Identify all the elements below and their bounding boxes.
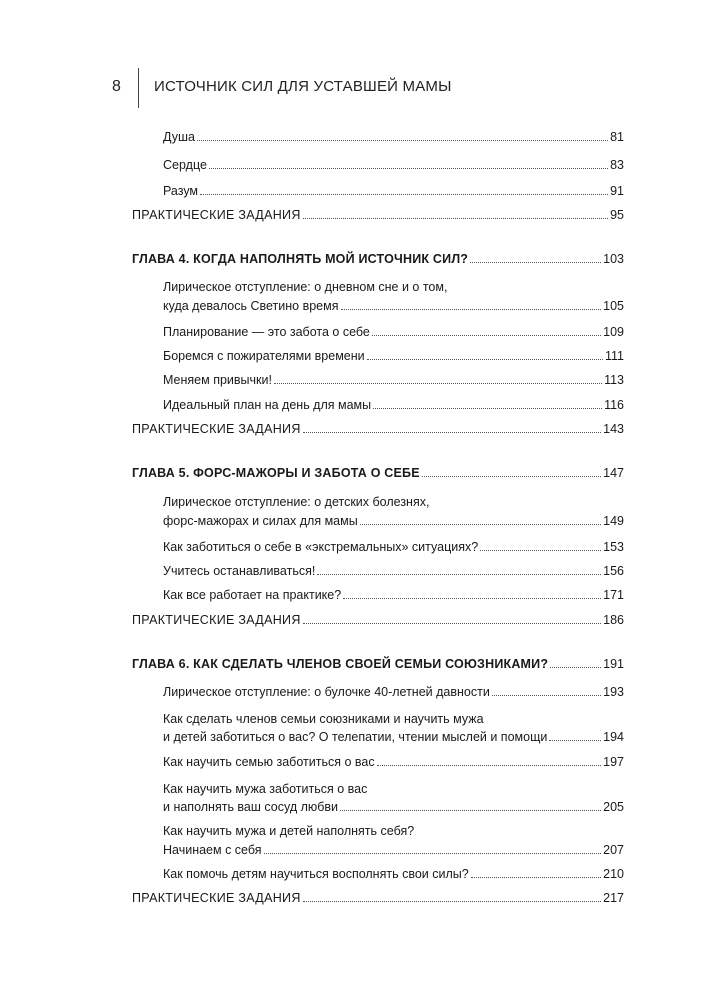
toc-entry-title: Начинаем с себя bbox=[163, 843, 262, 857]
toc-entry-page: 205 bbox=[603, 800, 624, 814]
toc-entry-page: 109 bbox=[603, 325, 624, 339]
leader-dots bbox=[264, 853, 602, 854]
header-divider bbox=[138, 68, 139, 108]
toc-entry-title: Душа bbox=[163, 130, 195, 144]
toc-chapter-title: ГЛАВА 6. КАК СДЕЛАТЬ ЧЛЕНОВ СВОЕЙ СЕМЬИ СОЮЗНИКАМИ? bbox=[132, 657, 549, 671]
toc-entry bbox=[163, 563, 624, 579]
toc-entry bbox=[163, 183, 624, 199]
toc-entry bbox=[163, 729, 624, 745]
toc-entry-page: 153 bbox=[603, 540, 624, 554]
leader-dots bbox=[343, 598, 601, 599]
toc-chapter-6 bbox=[132, 656, 624, 672]
leader-dots bbox=[480, 550, 601, 551]
toc-entry-page: 217 bbox=[603, 891, 624, 905]
toc-entry-title: Как все работает на практике? bbox=[163, 588, 342, 602]
toc-entry-line1: Как научить мужа заботиться о вас bbox=[163, 782, 368, 796]
leader-dots bbox=[317, 574, 601, 575]
toc-entry-title: Планирование — это забота о себе bbox=[163, 325, 370, 339]
toc-entry bbox=[163, 754, 624, 770]
toc-entry-line1: Лирическое отступление: о детских болезнях, bbox=[163, 495, 430, 509]
toc-entry bbox=[163, 799, 624, 815]
toc-entry bbox=[163, 348, 624, 364]
toc-practical-tasks bbox=[132, 890, 624, 906]
toc-entry-line1: Как сделать членов семьи союзниками и научить мужа bbox=[163, 712, 484, 726]
toc-entry-title: форс-мажорах и силах для мамы bbox=[163, 514, 358, 528]
toc-entry-page: 147 bbox=[603, 466, 624, 480]
leader-dots bbox=[422, 476, 601, 477]
toc-entry-page: 103 bbox=[603, 252, 624, 266]
toc-entry-title: Как помочь детям научиться восполнять свои силы? bbox=[163, 867, 469, 881]
toc-entry-title: Сердце bbox=[163, 158, 207, 172]
toc-entry-title: ПРАКТИЧЕСКИЕ ЗАДАНИЯ bbox=[132, 208, 301, 222]
toc-practical-tasks bbox=[132, 421, 624, 437]
toc-entry-page: 171 bbox=[603, 588, 624, 602]
toc-entry-page: 105 bbox=[603, 299, 624, 313]
toc-entry-title: ПРАКТИЧЕСКИЕ ЗАДАНИЯ bbox=[132, 613, 301, 627]
toc-entry-page: 83 bbox=[610, 158, 624, 172]
toc-entry-page: 116 bbox=[604, 398, 624, 412]
toc-entry-page: 95 bbox=[610, 208, 624, 222]
toc-entry bbox=[163, 866, 624, 882]
toc-entry-page: 113 bbox=[604, 373, 624, 387]
toc-entry-title: ПРАКТИЧЕСКИЕ ЗАДАНИЯ bbox=[132, 891, 301, 905]
leader-dots bbox=[209, 168, 608, 169]
toc-entry-page: 186 bbox=[603, 613, 624, 627]
running-title: ИСТОЧНИК СИЛ ДЛЯ УСТАВШЕЙ МАМЫ bbox=[154, 78, 452, 95]
toc-entry bbox=[163, 539, 624, 555]
toc-entry-page: 81 bbox=[610, 130, 624, 144]
toc-entry-line1: Как научить мужа и детей наполнять себя? bbox=[163, 824, 415, 838]
toc-entry-page: 156 bbox=[603, 564, 624, 578]
toc-entry-page: 207 bbox=[603, 843, 624, 857]
leader-dots bbox=[367, 359, 603, 360]
toc-entry-page: 191 bbox=[603, 657, 624, 671]
leader-dots bbox=[303, 218, 608, 219]
toc-chapter-4 bbox=[132, 251, 624, 267]
toc-entry bbox=[163, 842, 624, 858]
toc-entry bbox=[163, 324, 624, 340]
toc-entry-title: куда девалось Светино время bbox=[163, 299, 339, 313]
toc-entry bbox=[163, 372, 624, 388]
leader-dots bbox=[372, 335, 601, 336]
toc-entry-page: 111 bbox=[604, 349, 624, 363]
leader-dots bbox=[303, 623, 602, 624]
toc-entry-page: 210 bbox=[603, 867, 624, 881]
toc-entry-page: 197 bbox=[603, 755, 624, 769]
toc-chapter-5 bbox=[132, 465, 624, 481]
running-header bbox=[0, 68, 728, 108]
leader-dots bbox=[341, 309, 602, 310]
leader-dots bbox=[471, 877, 601, 878]
toc-entry bbox=[163, 587, 624, 603]
toc-entry bbox=[163, 298, 624, 314]
leader-dots bbox=[200, 194, 608, 195]
leader-dots bbox=[549, 740, 601, 741]
leader-dots bbox=[470, 262, 601, 263]
toc-entry-line1: Лирическое отступление: о дневном сне и о том, bbox=[163, 280, 448, 294]
leader-dots bbox=[303, 901, 602, 902]
toc-entry-title: и наполнять ваш сосуд любви bbox=[163, 800, 339, 814]
toc-entry bbox=[163, 129, 624, 145]
leader-dots bbox=[197, 140, 608, 141]
toc-entry-title: Идеальный план на день для мамы bbox=[163, 398, 372, 412]
toc-entry-title: и детей заботиться о вас? О телепатии, чтении мыслей и помощи bbox=[163, 730, 548, 744]
toc-entry-title: Меняем привычки! bbox=[163, 373, 272, 387]
toc-entry-title: ПРАКТИЧЕСКИЕ ЗАДАНИЯ bbox=[132, 422, 301, 436]
leader-dots bbox=[550, 667, 601, 668]
toc-entry-title: Разум bbox=[163, 184, 199, 198]
leader-dots bbox=[492, 695, 601, 696]
toc-chapter-title: ГЛАВА 5. ФОРС-МАЖОРЫ И ЗАБОТА О СЕБЕ bbox=[132, 466, 420, 480]
toc-practical-tasks bbox=[132, 207, 624, 223]
toc-entry bbox=[163, 397, 624, 413]
toc-entry-page: 143 bbox=[603, 422, 624, 436]
page-number: 8 bbox=[112, 78, 121, 95]
toc-entry-page: 149 bbox=[603, 514, 624, 528]
toc-entry-title: Учитесь останавливаться! bbox=[163, 564, 316, 578]
leader-dots bbox=[377, 765, 602, 766]
toc-entry-page: 91 bbox=[610, 184, 624, 198]
toc-practical-tasks bbox=[132, 612, 624, 628]
leader-dots bbox=[303, 432, 602, 433]
toc-entry-page: 194 bbox=[603, 730, 624, 744]
leader-dots bbox=[373, 408, 602, 409]
toc-entry-title: Как заботиться о себе в «экстремальных» ситуациях? bbox=[163, 540, 479, 554]
toc-entry-title: Боремся с пожирателями времени bbox=[163, 349, 365, 363]
leader-dots bbox=[340, 810, 601, 811]
toc-entry-title: Как научить семью заботиться о вас bbox=[163, 755, 375, 769]
toc-entry bbox=[163, 513, 624, 529]
toc-chapter-title: ГЛАВА 4. КОГДА НАПОЛНЯТЬ МОЙ ИСТОЧНИК СИЛ? bbox=[132, 252, 469, 266]
toc-entry-page: 193 bbox=[603, 685, 624, 699]
leader-dots bbox=[274, 383, 602, 384]
toc-entry-title: Лирическое отступление: о булочке 40-летней давности bbox=[163, 685, 490, 699]
leader-dots bbox=[360, 524, 601, 525]
toc-entry bbox=[163, 684, 624, 700]
toc-entry bbox=[163, 157, 624, 173]
